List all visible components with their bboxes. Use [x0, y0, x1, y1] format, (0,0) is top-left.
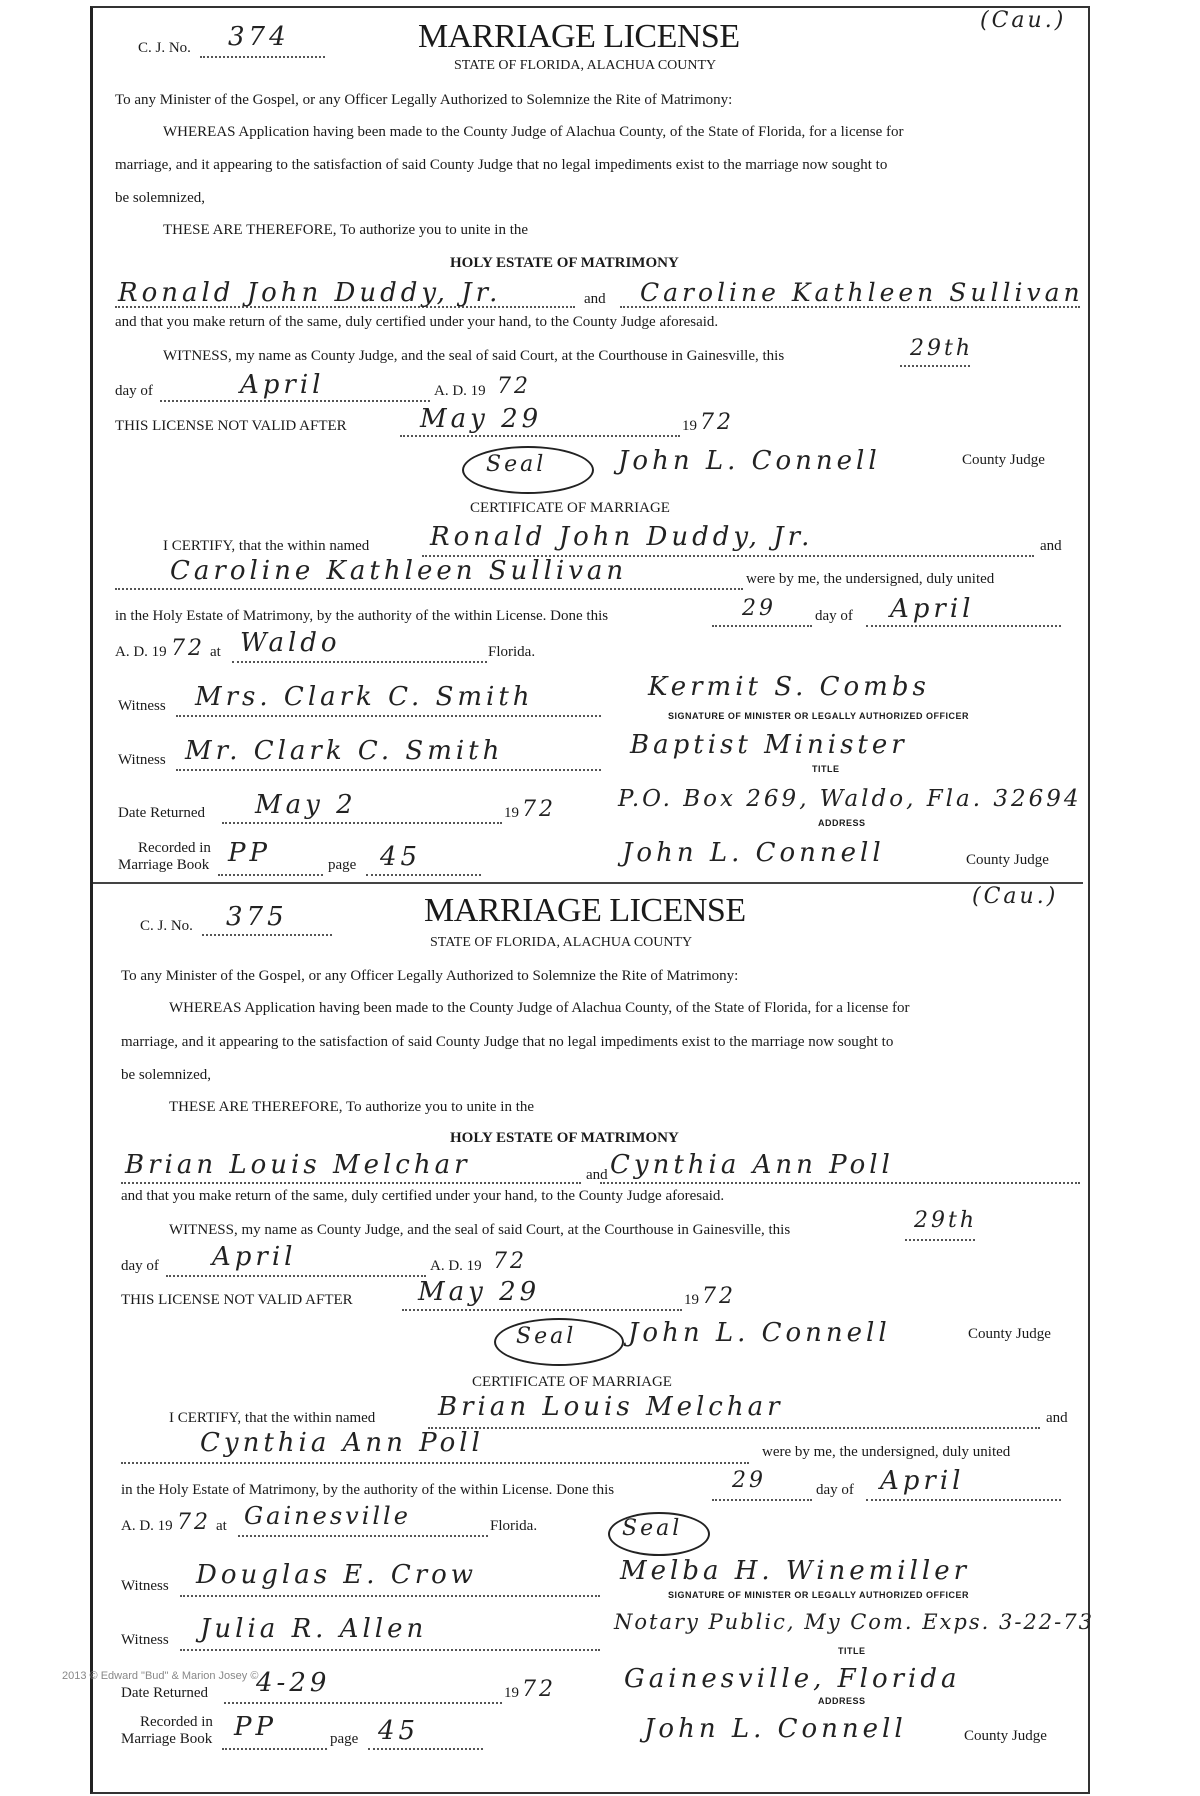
return-line: and that you make return of the same, duly certified under your hand, to the County Judge aforesaid. [115, 314, 719, 330]
return-line: and that you make return of the same, duly certified under your hand, to the County Judge aforesaid. [121, 1188, 725, 1204]
certify-label: I CERTIFY, that the within named [163, 538, 370, 554]
not-valid-date: May 29 [420, 404, 543, 434]
marriage-place: Gainesville [244, 1502, 411, 1530]
recorded-label: Recorded in [140, 1714, 213, 1730]
seal-text: Seal [516, 1324, 577, 1349]
copyright-note: 2013 © Edward "Bud" & Marion Josey © [62, 1670, 259, 1682]
book-code: PP [228, 838, 271, 868]
whereas-line-1: WHEREAS Application having been made to the County Judge of Alachua County, of the State of Florida, for a license for [163, 124, 904, 140]
and-label: and [584, 291, 606, 307]
annotation: (Cau.) [980, 8, 1067, 33]
cert-and-label: and [1046, 1410, 1068, 1426]
ad-label: A. D. 19 [434, 383, 486, 399]
officer-signature: Kermit S. Combs [648, 672, 930, 702]
whereas-line-3: be solemnized, [121, 1067, 211, 1083]
ad-label-2: A. D. 19 [115, 644, 167, 660]
holy-estate-heading: HOLY ESTATE OF MATRIMONY [450, 255, 679, 271]
officer-title: Notary Public, My Com. Exps. 3-22-73 [614, 1610, 1094, 1634]
cert-and-label: and [1040, 538, 1062, 554]
marriage-book-label: Marriage Book [121, 1731, 213, 1747]
day-of-label: day of [121, 1258, 159, 1274]
cert-groom-name: Ronald John Duddy, Jr. [430, 522, 814, 552]
witness-2-name: Mr. Clark C. Smith [185, 736, 504, 766]
license-month: April [240, 370, 325, 400]
page-number: 45 [380, 842, 422, 872]
title-label: TITLE [838, 1646, 866, 1656]
notary-seal-text: Seal [622, 1516, 683, 1541]
judge-signature: John L. Connell [628, 1318, 891, 1348]
holy-estate-text: in the Holy Estate of Matrimony, by the authority of the within License. Done this [115, 608, 609, 624]
marriage-place: Waldo [240, 628, 341, 658]
holy-estate-text: in the Holy Estate of Matrimony, by the authority of the within License. Done this [121, 1482, 615, 1498]
date-returned: 4-29 [256, 1668, 331, 1698]
officer-signature: Melba H. Winemiller [620, 1556, 971, 1586]
county-judge-label-2: County Judge [964, 1728, 1047, 1744]
page-label: page [330, 1731, 359, 1747]
judge-signature-2: John L. Connell [622, 838, 885, 868]
county-judge-label: County Judge [968, 1326, 1051, 1342]
officer-address: P.O. Box 269, Waldo, Fla. 32694 [618, 786, 1082, 812]
date-returned-label: Date Returned [118, 805, 206, 821]
county-judge-label: County Judge [962, 452, 1045, 468]
returned-year-label: 19 [504, 805, 519, 821]
cert-groom-name: Brian Louis Melchar [438, 1392, 784, 1422]
license-year: 72 [493, 1249, 527, 1274]
certify-label: I CERTIFY, that the within named [169, 1410, 376, 1426]
county-judge-label-2: County Judge [966, 852, 1049, 868]
cj-label: C. J. No. [140, 918, 193, 934]
license-title: MARRIAGE LICENSE [424, 892, 746, 929]
returned-year-label: 19 [504, 1685, 519, 1701]
cj-label: C. J. No. [138, 40, 191, 56]
not-valid-year: 72 [700, 410, 734, 435]
license-title: MARRIAGE LICENSE [418, 18, 740, 55]
license-subtitle: STATE OF FLORIDA, ALACHUA COUNTY [454, 58, 717, 73]
done-year: 72 [171, 636, 205, 661]
page-number: 45 [378, 1716, 420, 1746]
united-text: were by me, the undersigned, duly united [762, 1444, 1011, 1460]
ad-label-2: A. D. 19 [121, 1518, 173, 1534]
not-valid-year-label: 19 [682, 418, 697, 434]
cert-bride-name: Caroline Kathleen Sullivan [170, 556, 628, 586]
title-label: TITLE [812, 764, 840, 774]
witness-1-label: Witness [121, 1578, 169, 1594]
at-label: at [210, 644, 221, 660]
address-label: ADDRESS [818, 818, 866, 828]
witness-2-label: Witness [121, 1632, 169, 1648]
officer-signature-label: SIGNATURE OF MINISTER OR LEGALLY AUTHORIZED OFFICER [668, 1590, 970, 1600]
cj-number: 375 [226, 902, 288, 932]
holy-estate-heading: HOLY ESTATE OF MATRIMONY [450, 1130, 679, 1146]
license-divider [93, 882, 1083, 884]
florida-label: Florida. [488, 644, 536, 660]
date-returned-label: Date Returned [121, 1685, 209, 1701]
done-month: April [880, 1466, 965, 1496]
done-day-of-label: day of [816, 1482, 854, 1498]
bride-name: Cynthia Ann Poll [610, 1150, 894, 1180]
united-text: were by me, the undersigned, duly united [746, 571, 995, 587]
annotation: (Cau.) [972, 884, 1059, 909]
salutation: To any Minister of the Gospel, or any Officer Legally Authorized to Solemnize the Rite of Matrimony: [121, 968, 739, 984]
recorded-label: Recorded in [138, 840, 211, 856]
license-month: April [212, 1242, 297, 1272]
seal-text: Seal [486, 452, 547, 477]
not-valid-label: THIS LICENSE NOT VALID AFTER [115, 418, 347, 434]
not-valid-year-label: 19 [684, 1292, 699, 1308]
ad-label: A. D. 19 [430, 1258, 482, 1274]
whereas-line-2: marriage, and it appearing to the satisfaction of said County Judge that no legal impediments exist to the marriage now sought to [115, 157, 888, 173]
address-label: ADDRESS [818, 1696, 866, 1706]
groom-name: Brian Louis Melchar [125, 1150, 471, 1180]
witness-line: WITNESS, my name as County Judge, and the seal of said Court, at the Courthouse in Gainesville, this [169, 1222, 791, 1238]
witness-1-label: Witness [118, 698, 166, 714]
license-year: 72 [497, 374, 531, 399]
done-day: 29 [742, 596, 776, 621]
done-month: April [890, 594, 975, 624]
book-code: PP [234, 1712, 277, 1742]
witness-1-name: Douglas E. Crow [196, 1560, 478, 1590]
whereas-line-2: marriage, and it appearing to the satisfaction of said County Judge that no legal impediments exist to the marriage now sought to [121, 1034, 894, 1050]
florida-label: Florida. [490, 1518, 538, 1534]
cert-bride-name: Cynthia Ann Poll [200, 1428, 484, 1458]
therefore-line: THESE ARE THEREFORE, To authorize you to unite in the [163, 222, 529, 238]
judge-signature-2: John L. Connell [644, 1714, 907, 1744]
therefore-line: THESE ARE THEREFORE, To authorize you to unite in the [169, 1099, 535, 1115]
license-subtitle: STATE OF FLORIDA, ALACHUA COUNTY [430, 935, 693, 950]
and-label: and [586, 1167, 608, 1183]
cj-number: 374 [228, 22, 290, 52]
at-label: at [216, 1518, 227, 1534]
groom-name: Ronald John Duddy, Jr. [118, 278, 502, 308]
not-valid-label: THIS LICENSE NOT VALID AFTER [121, 1292, 353, 1308]
witness-1-name: Mrs. Clark C. Smith [195, 682, 534, 712]
witness-day: 29th [914, 1208, 978, 1233]
officer-address: Gainesville, Florida [624, 1664, 961, 1694]
witness-2-label: Witness [118, 752, 166, 768]
salutation: To any Minister of the Gospel, or any Officer Legally Authorized to Solemnize the Rite of Matrimony: [115, 92, 733, 108]
certificate-title: CERTIFICATE OF MARRIAGE [470, 500, 670, 516]
done-day: 29 [732, 1468, 766, 1493]
done-day-of-label: day of [815, 608, 853, 624]
page-label: page [328, 857, 357, 873]
date-returned: May 2 [255, 790, 357, 820]
witness-line: WITNESS, my name as County Judge, and the seal of said Court, at the Courthouse in Gainesville, this [163, 348, 785, 364]
done-year: 72 [177, 1510, 211, 1535]
not-valid-year: 72 [702, 1284, 736, 1309]
whereas-line-1: WHEREAS Application having been made to the County Judge of Alachua County, of the State of Florida, for a license for [169, 1000, 910, 1016]
witness-day: 29th [910, 336, 974, 361]
officer-title: Baptist Minister [630, 730, 908, 760]
marriage-book-label: Marriage Book [118, 857, 210, 873]
bride-name: Caroline Kathleen Sullivan [640, 278, 1084, 307]
day-of-label: day of [115, 383, 153, 399]
returned-year: 72 [522, 1677, 556, 1702]
whereas-line-3: be solemnized, [115, 190, 205, 206]
returned-year: 72 [522, 797, 556, 822]
not-valid-date: May 29 [418, 1277, 541, 1307]
officer-signature-label: SIGNATURE OF MINISTER OR LEGALLY AUTHORIZED OFFICER [668, 711, 970, 721]
certificate-title: CERTIFICATE OF MARRIAGE [472, 1374, 672, 1390]
witness-2-name: Julia R. Allen [200, 1614, 428, 1644]
judge-signature: John L. Connell [618, 446, 881, 476]
